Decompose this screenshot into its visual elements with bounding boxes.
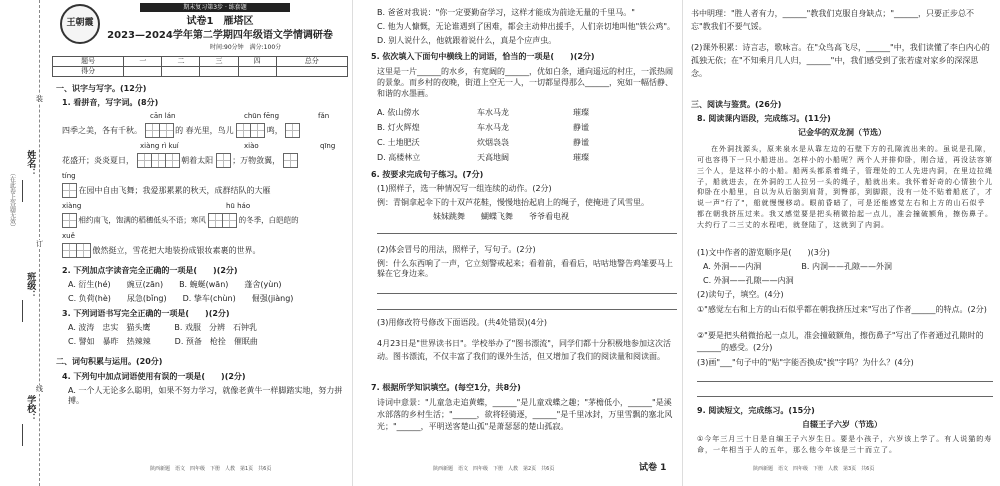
question-6: 6. 按要求完成句子练习。(7分) [371,170,484,179]
seal-char-zhuang: 装 [36,95,43,103]
q4-option-c[interactable]: C. 他为人慷慨，无论谁遇到了困难，都会主动伸出援手，人们亲切地叫他"铁公鸡"。 [377,22,676,31]
char-box[interactable] [165,153,180,168]
char-box[interactable] [62,213,77,228]
score-header-row [53,57,348,67]
class-blank [22,300,24,322]
time-info: 时间:90分钟 满分:100分 [210,44,282,51]
page-footer: 陕西新题 语文 四年级 下册 人教 第1页 共6页 [150,466,272,472]
q6-part1-example: 例：青铜拿起伞下的十双芦花鞋，慢慢地抬起肩上的绳子，使掩进了风雪里。 [377,198,649,207]
pinyin: xiào [244,142,259,150]
q4-option-b[interactable]: B. 爸爸对我说："你一定要勤奋学习，这样才能成为前途无量的千里马。" [377,8,635,17]
answer-line[interactable] [377,232,677,234]
page-3 [682,0,1000,486]
score-table [52,56,348,77]
option-word: 炊烟袅袅 [477,138,509,147]
q8-part1-options-ab[interactable]: A. 外洞——内洞 B. 内洞——孔隙——外洞 [703,262,892,271]
class-label: 班级： [25,272,36,299]
passage-line-1 [62,123,299,138]
q8-part2-item1[interactable]: ①"感觉左右和上方的山石似乎都在朝我挤压过来"写出了作者______的特点。(2分) [697,305,987,314]
char-box[interactable] [208,213,223,228]
pinyin: qīng [320,142,336,150]
q2-options-cd[interactable]: C. 负荷(hè) 尿急(bǐng) D. 挚车(chùn) 倔强(jiàng) [68,294,294,303]
score-header: 总分 [276,57,347,67]
section-1-title: 一、识字与写字。(12分) [56,84,147,93]
char-box[interactable] [76,243,91,258]
section-2-title: 二、词句积累与运用。(20分) [56,357,163,366]
char-box[interactable] [62,243,77,258]
paper-title: 试卷1 雁塔区 [186,16,254,27]
q7-continued[interactable]: 书中明理："胜人者有力，______"教我们克服自身缺点；"______，只要正步总不忘"教我们不要气馁。 [691,9,975,31]
question-9: 9. 阅读短文，完成练习。(15分) [697,406,815,415]
answer-note: （在此卷上答题无效） [8,170,16,230]
q6-part1: (1)照样子，选一种情况写一组连续的动作。(2分) [377,184,552,193]
option-word: 静谧 [573,123,589,132]
passage-8-text: 在外洞找源头，原来泉水是从靠左边的石壁下方的孔隙流出来的。虽说是孔隙，可也容得下一只小船进出。怎样小的小船呢？两个人并排仰卧，刚合适，再没法容第三个人，是这样小的小船。船两头都系着绳子，管理处的工人先进内洞，在里边拉绳子，船就进去，在外洞的工人拉另一头的绳子，船就出来。我怀着好奇的心情独个儿仰卧在小船里，自以为从后脑到肩背，到臀部，到脚跟，没有一处不贴着船底了，才说一声"行了"，船就慢慢移动。眼前昏暗了，可是还能感觉左右和上方的山石似乎都在朝我挤压过来。我又感觉要是把头稍微抬起一点儿，准会撞破额角，擦伤鼻子。大约行了二三丈的水程吧，就登陆了，这就到了内洞。 [697,145,993,229]
q6-part1-options: 妹妹跳舞 蝴蝶飞舞 爷爷看电视 [433,212,569,221]
score-row-label: 得分 [53,67,124,77]
score-cell[interactable] [276,67,347,77]
paper-label: 试卷 1 [639,463,667,473]
char-box[interactable] [236,123,251,138]
header-banner: 期末复习第3步 · 练套题 [140,3,290,12]
answer-line[interactable] [377,308,677,310]
question-5: 5. 依次填入下面句中横线上的词语，恰当的一项是( )(2分) [371,52,595,61]
q6-part3: (3)用修改符号修改下面语段。(共4处错误)(4分) [377,318,547,327]
passage-text: 鸣， [266,126,283,135]
q3-options-cd[interactable]: C. 譬如 暴昨 热辣辣 D. 预备 枪拴 催眠曲 [68,337,258,346]
passage-8-title: 记金华的双龙洞（节选） [798,128,886,137]
char-box[interactable] [151,153,166,168]
char-box[interactable] [159,123,174,138]
q4-option-a[interactable]: A. 一个人无论多么聪明，如果不努力学习，就像老黄牛一样脚踏实地，努力拼搏。 [68,386,343,405]
passage-text: 的 [175,126,184,135]
passage-text: 傲然挺立，雪花把大地装扮成银妆素裹的世界。 [92,246,261,255]
option-word: D. 高楼林立 [377,153,421,162]
passage-text: 四季之美，各有千秋。 [62,126,142,135]
q7-fill-in[interactable]: 诗词中意景："儿童急走追黄蝶，______"是儿童戏蝶之趣；"茅檐低小，______"是溪水部落的乡村生活；"______，欲将轻骑逐，______"是千里冰封，万里雪飘的塞北风光；"______，平明送客楚山孤"是萧瑟瑟的楚山孤寂。 [377,398,673,431]
passage-9-text: ①今年三月三十日是自编王子六岁生日。要是小孩子，六岁该上学了。有人说猫的寿命，一年相当于人的五年，那么他今年该是三十而立了。 [697,435,993,454]
name-label: 姓名： [25,150,36,177]
question-7: 7. 根据所学知识填空。(每空1分，共8分) [371,383,521,392]
passage-9-title: 自辍王子六岁（节选） [802,420,882,429]
char-box[interactable] [283,153,298,168]
passage-text: ；万物敛翼， [232,156,281,165]
score-cell[interactable] [238,67,276,77]
option-word: 静谧 [573,138,589,147]
name-blank [22,180,24,202]
score-cell[interactable] [162,67,200,77]
option-word: 璀璨 [573,108,589,117]
pinyin: chūn fēng [244,112,280,120]
passage-text: 春光里，鸟儿 [185,126,234,135]
q8-part2-item2[interactable]: ②"要是把头稍微抬起一点儿，准会撞破额角，擦伤鼻子"写出了作者通过孔隙时的______的感受。(2分) [697,331,984,352]
answer-line[interactable] [697,395,993,397]
passage-text: 朝着太阳 [181,156,214,165]
pinyin: hū háo [226,202,251,210]
char-box[interactable] [250,123,265,138]
score-header: 一 [124,57,162,67]
option-word: 车水马龙 [477,123,509,132]
pinyin: xiàng rì kuí [140,142,179,150]
pinyin: fǎn [318,112,330,120]
page-footer: 陕西新题 语文 四年级 下册 人教 第2页 共6页 [433,466,555,472]
paper-subtitle: 2023—2024学年第二学期四年级语文学情调研卷 [107,30,333,41]
char-box[interactable] [62,183,77,198]
q6-part2: (2)体会冒号的用法，照样子，写句子。(2分) [377,245,536,254]
passage-text: 在园中自由飞舞；我爱那累累的秋天，成群结队的大雁 [78,186,271,195]
q4-option-d[interactable]: D. 别人说什么，他就跟着说什么，真是个应声虫。 [377,36,557,45]
option-word: B. 灯火辉煌 [377,123,420,132]
char-box[interactable] [285,123,300,138]
passage-line-2 [62,153,297,168]
seal-char-xian: 线 [36,385,43,393]
question-2: 2. 下列加点字读音完全正确的一项是( )(2分) [62,266,238,275]
q5-sentence: 这里是一片______的水乡，有宽阔的______，优如白条，通向遥远的村庄，一派热闹的景象。而乡村的夜晚，街道上空无一人，一切都显得那么______，宛如一幅恬静、和谐的水墨画。 [377,67,673,99]
question-4: 4. 下列句中加点词语使用有误的一项是( )(2分) [62,372,246,381]
question-8: 8. 阅读课内语段，完成练习。(11分) [697,114,831,123]
q8-part3: (3)画"___"句子中的"贴"字能否换成"挨"字吗？为什么？(4分) [697,358,914,367]
pinyin: cān lán [150,112,176,120]
q8-part1: (1)文中作者的游览顺序是( )(3分) [697,248,830,257]
char-box[interactable] [145,123,160,138]
char-box[interactable] [137,153,152,168]
score-row [53,67,348,77]
option-word: 天高地阔 [477,153,509,162]
option-word: 璀璨 [573,153,589,162]
binding-strip [0,0,46,486]
score-header: 题号 [53,57,124,67]
answer-line[interactable] [697,380,993,382]
option-word: A. 依山傍水 [377,108,420,117]
publisher-logo [60,4,100,44]
logo-text: 王朝霞 [66,18,94,29]
answer-line[interactable] [377,292,677,294]
q8-part1-option-c[interactable]: C. 外洞——孔隙——内洞 [703,276,794,285]
question-1: 1. 看拼音，写字词。(8分) [62,98,159,107]
section-3-title: 三、阅读与鉴赏。(26分) [691,100,782,109]
char-box[interactable] [222,213,237,228]
school-label: 学校： [25,395,36,422]
q8-part2: (2)读句子，填空。(4分) [697,290,784,299]
char-box[interactable] [216,153,231,168]
seal-char-ding: 订 [36,240,43,248]
q2-options-ab[interactable]: A. 衍生(hé) 豌豆(zān) B. 蜿蜒(wān) 蓬舍(yùn) [68,280,282,289]
question-3: 3. 下列词语书写完全正确的一项是( )(2分) [62,309,230,318]
pinyin: xuě [62,232,75,240]
q7-part2[interactable]: (2)课外积累：诗言志，歌咏言。在"众鸟高飞尽，______"中，我们读懂了李白内心的孤独无依；在"不知乘月几人归，______"中，我们感受到了张若虚对家乡的深深思念。 [691,43,990,78]
pinyin: tíng [62,172,76,180]
score-cell[interactable] [124,67,162,77]
passage-line-3 [62,183,271,198]
page-1 [0,0,352,486]
page-2 [352,0,683,486]
option-word: C. 土地肥沃 [377,138,420,147]
passage-text: 相约南飞，饱满的稻穗低头不语；寒风 [78,215,206,225]
passage-text: 的冬季，白皑皑的 [238,215,299,225]
option-word: 车水马龙 [477,108,509,117]
pinyin: xiàng [62,202,82,210]
school-blank [22,424,24,446]
passage-line-4 [62,213,299,228]
score-header: 四 [238,57,276,67]
passage-line-5 [62,243,261,258]
score-header: 三 [200,57,238,67]
q3-options-ab[interactable]: A. 波涛 忠实 猫头鹰 B. 戏服 分辨 石钟乳 [68,323,257,332]
passage-text: 花盛开；炎炎夏日， [62,156,134,165]
score-cell[interactable] [200,67,238,77]
score-header: 二 [162,57,200,67]
page-footer: 陕西新题 语文 四年级 下册 人教 第3页 共6页 [753,466,875,472]
q6-part2-example: 例：什么东西响了一声，它立刻警戒起来；看着前，看看后，咕咕地警告鸡雏要马上躲在它身边来。 [377,259,673,278]
q6-part3-passage: 4月23日是"世界读书日"。学校举办了"图书漂流"，同学们都十分积极地参加这次活动。图书漂流，不仅丰富了我们的课外生活，但又增加了我们的阅读量和阅读面。 [377,339,671,361]
